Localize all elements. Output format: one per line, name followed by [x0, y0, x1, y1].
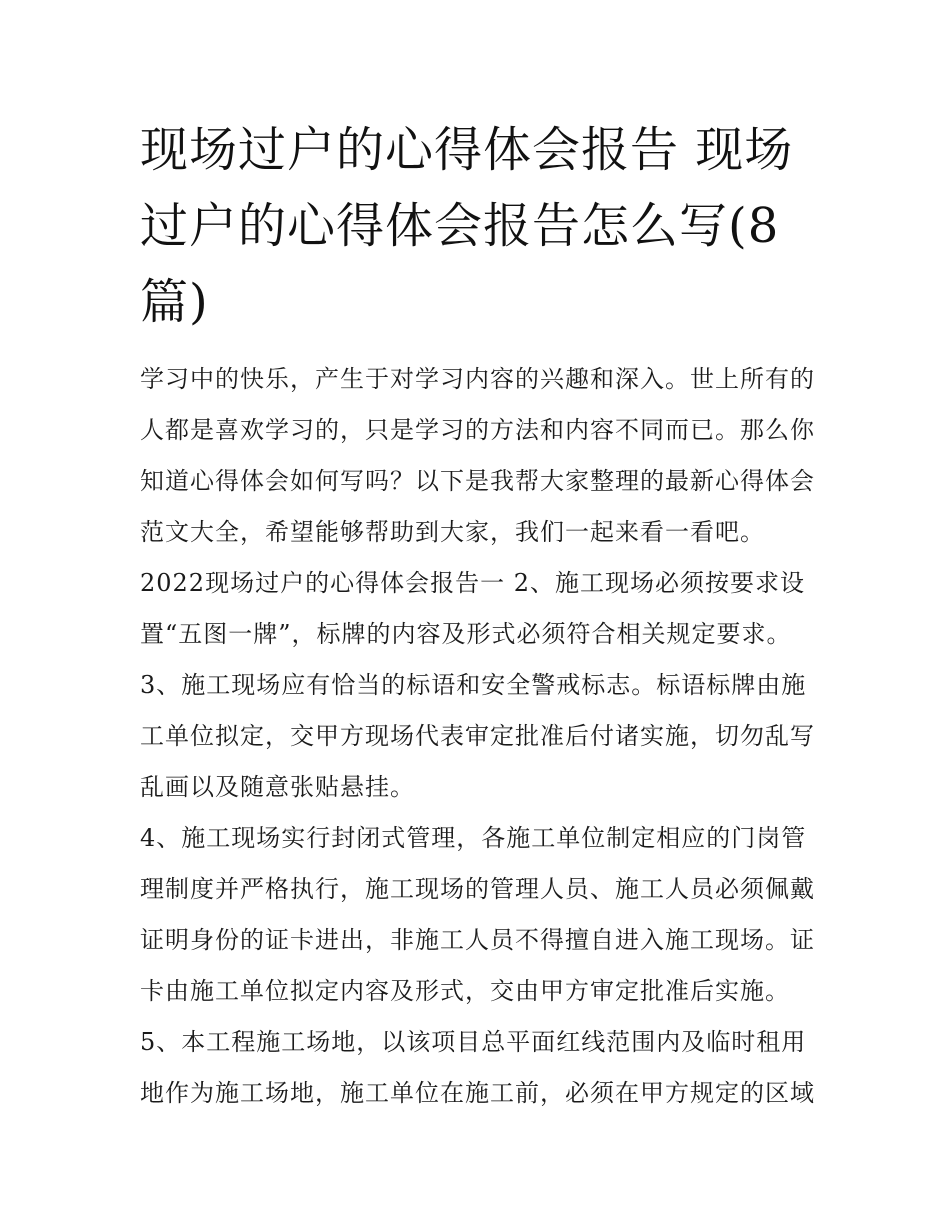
paragraph-item-5: 5、本工程施工场地，以该项目总平面红线范围内及临时租用地作为施工场地，施工单位在施工前，必须在甲方规定的区域	[140, 1028, 815, 1107]
document-title: 现场过户的心得体会报告 现场过户的心得体会报告怎么写(8篇)	[140, 122, 794, 330]
paragraph-intro: 学习中的快乐，产生于对学习内容的兴趣和深入。世上所有的人都是喜欢学习的，只是学习的方法和内容不同而已。那么你知道心得体会如何写吗？以下是我帮大家整理的最新心得体会范文大全，希望能够帮助到大家，我们一起来看一看吧。	[140, 365, 815, 546]
paragraph-item-4: 4、施工现场实行封闭式管理，各施工单位制定相应的门岗管理制度并严格执行，施工现场的管理人员、施工人员必须佩戴证明身份的证卡进出，非施工人员不得擅自进入施工现场。证卡由施工单位拟定内容及形式，交由甲方审定批准后实施。	[140, 824, 815, 1005]
paragraph-item-2: 2022现场过户的心得体会报告一 2、施工现场必须按要求设置“五图一牌”，标牌的内容及形式必须符合相关规定要求。	[140, 569, 805, 648]
document-page	[140, 112, 820, 1119]
paragraph-item-3: 3、施工现场应有恰当的标语和安全警戒标志。标语标牌由施工单位拟定，交甲方现场代表审定批准后付诸实施，切勿乱写乱画以及随意张贴悬挂。	[140, 671, 815, 801]
document-body	[140, 354, 820, 1119]
